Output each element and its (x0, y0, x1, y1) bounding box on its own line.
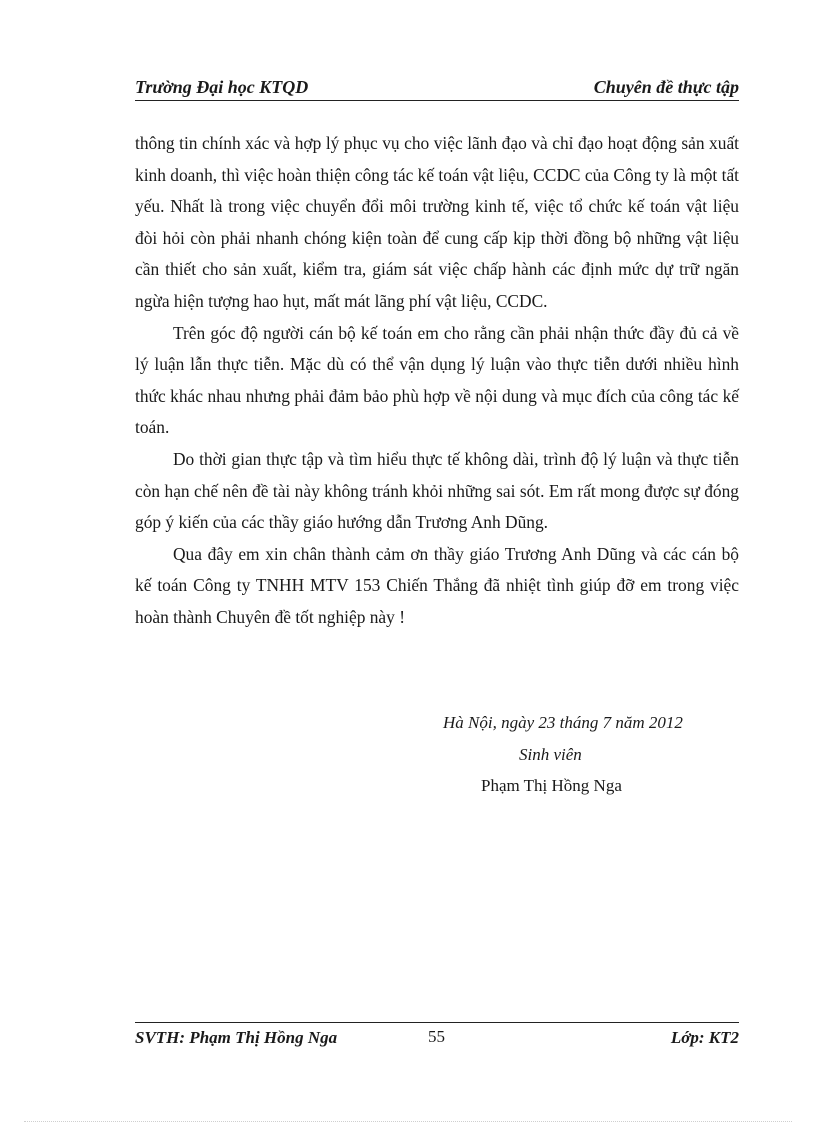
paragraph-1: thông tin chính xác và hợp lý phục vụ cho việc lãnh đạo và chỉ đạo hoạt động sản xuất kinh doanh, thì việc hoàn thiện công tác kế toán vật liệu, CCDC của Công ty là một tất yếu. Nhất là trong việc chuyển đổi môi trường kinh tế, việc tổ chức kế toán vật liệu đòi hỏi còn phải nhanh chóng kiện toàn để cung cấp kịp thời đồng bộ những vật liệu cần thiết cho sản xuất, kiểm tra, giám sát việc chấp hành các định mức dự trữ ngăn ngừa hiện tượng hao hụt, mất mát lãng phí vật liệu, CCDC. (135, 133, 739, 311)
page-number: 55 (428, 1027, 445, 1046)
paragraph-2: Trên góc độ người cán bộ kế toán em cho rằng cần phải nhận thức đầy đủ cả về lý luận lẫn thực tiễn. Mặc dù có thể vận dụng lý luận vào thực tiễn dưới nhiều hình thức khác nhau nhưng phải đảm bảo phù hợp về nội dung và mục đích của công tác kế toán. (135, 322, 739, 438)
footer-class: Lớp: KT2 (670, 1028, 739, 1047)
page-footer (135, 1022, 739, 1051)
page-header (135, 74, 739, 101)
header-school: Trường Đại học KTQD (135, 77, 309, 97)
page-edge-divider (24, 1121, 792, 1122)
header-report-type: Chuyên đề thực tập (593, 77, 739, 97)
signature-date: Hà Nội, ngày 23 tháng 7 năm 2012 (443, 713, 683, 732)
signature-role: Sinh viên (519, 745, 582, 764)
body-text (135, 128, 739, 634)
footer-student: SVTH: Phạm Thị Hồng Nga (135, 1028, 338, 1047)
paragraph-4: Qua đây em xin chân thành cảm ơn thầy giáo Trương Anh Dũng và các cán bộ kế toán Công ty TNHH MTV 153 Chiến Thắng đã nhiệt tình giúp đỡ em trong việc hoàn thành Chuyên đề tốt nghiệp này ! (135, 543, 739, 627)
paragraph-3: Do thời gian thực tập và tìm hiểu thực tế không dài, trình độ lý luận và thực tiễn còn hạn chế nên đề tài này không tránh khỏi những sai sót. Em rất mong được sự đóng góp ý kiến của các thầy giáo hướng dẫn Trương Anh Dũng. (135, 448, 739, 533)
signature-name: Phạm Thị Hồng Nga (481, 776, 622, 795)
